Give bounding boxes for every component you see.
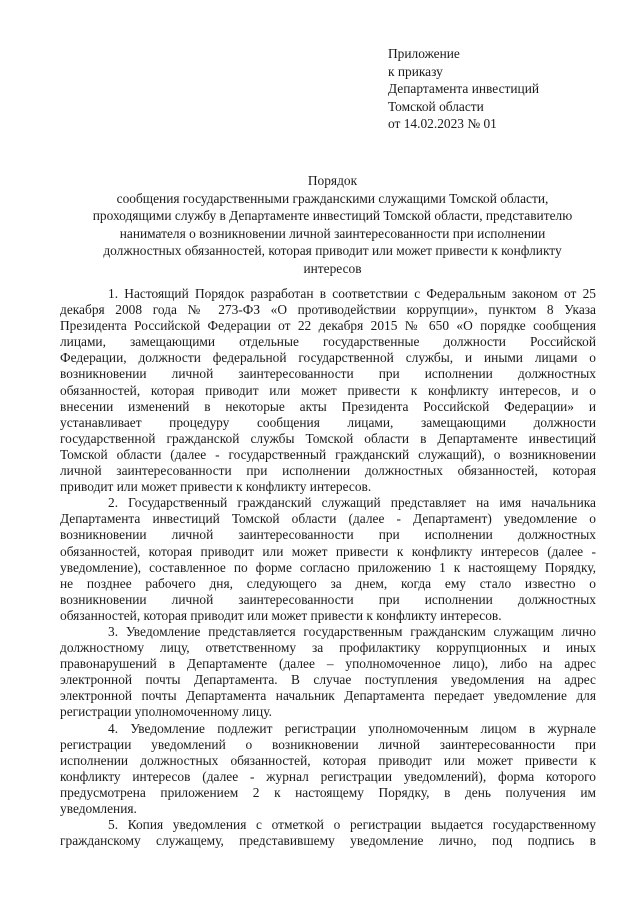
paragraph-line: Департамента инвестиций Томской области (далее - Департамент) уведомление о	[60, 511, 596, 527]
paragraph-line: 1. Настоящий Порядок разработан в соответствии с Федеральным законом от 25	[108, 286, 596, 301]
paragraph-line: 2. Государственный гражданский служащий представляет на имя начальника	[108, 495, 596, 511]
paragraph-line: регистрации уполномоченному лицу.	[60, 704, 272, 720]
paragraph-1	[60, 286, 596, 495]
appendix-date-line: от 14.02.2023 № 01	[388, 116, 497, 131]
title-line: сообщения государственными гражданскими служащими Томской области,	[116, 190, 549, 206]
paragraph-2	[60, 495, 596, 624]
paragraph-line: не позднее рабочего дня, следующего за днем, когда ему стало известно о	[60, 575, 596, 591]
paragraph-line: личной заинтересованности при исполнении должностных обязанностей, которая	[60, 463, 596, 479]
paragraph-line: электронной почты Департамента. В случае поступления уведомления на адрес	[60, 672, 596, 688]
paragraph-line: возникновении личной заинтересованности при исполнении должностных	[60, 527, 596, 543]
paragraph-line: должностному лицу, ответственному за профилактику коррупционных и иных	[60, 640, 596, 656]
paragraph-line: возникновении личной заинтересованности при исполнении должностных	[60, 591, 596, 607]
paragraph-line: внесении изменений в некоторые акты Президента Российской Федерации» и	[60, 398, 596, 414]
paragraph-line: предусмотрена приложением 2 к настоящему Порядку, в день получения им	[60, 784, 596, 800]
appendix-block	[388, 45, 539, 133]
paragraph-line: обязанностей, которая приводит или может привести к конфликту интересов, и о	[60, 382, 596, 398]
paragraph-line: возникновении личной заинтересованности при исполнении должностных	[60, 366, 596, 382]
appendix-line: Томской области	[388, 98, 484, 114]
paragraph-line: регистрации уведомлений о возникновении личной заинтересованности при	[60, 736, 596, 752]
paragraph-line: правонарушений в Департаменте (далее – уполномоченное лицо), либо на адрес	[60, 656, 596, 672]
paragraph-line: государственной гражданской службы Томской области в Департаменте инвестиций	[60, 430, 596, 446]
paragraph-line: уведомление), составленное по форме согласно приложению 1 к настоящему Порядку,	[60, 559, 596, 575]
paragraph-line: Президента Российской Федерации от 22 декабря 2015 № 650 «О порядке сообщения	[60, 318, 596, 334]
paragraph-5	[60, 817, 596, 849]
paragraph-line: 4. Уведомление подлежит регистрации уполномоченным лицом в журнале	[108, 720, 596, 736]
title-line: нанимателя о возникновении личной заинтересованности при исполнении	[119, 225, 546, 241]
paragraph-line: Томской области (далее - государственный гражданский служащий), о возникновении	[60, 446, 596, 462]
paragraph-line: 5. Копия уведомления с отметкой о регистрации выдается государственному	[108, 817, 596, 833]
title-line: должностных обязанностей, которая приводит или может привести к конфликту	[103, 243, 562, 258]
paragraph-line: обязанностей, которая приводит или может привести к конфликту интересов.	[60, 607, 502, 623]
paragraph-line: конфликту интересов (далее - журнал регистрации уведомлений), форма которого	[60, 768, 596, 784]
paragraph-4	[60, 721, 596, 818]
paragraph-line: уведомления.	[60, 801, 137, 816]
appendix-line: Департамента инвестиций	[388, 81, 540, 96]
paragraph-3	[60, 624, 596, 721]
paragraph-line: электронной почты Департамента начальник Департамента передает уведомление для	[60, 688, 596, 704]
paragraph-line: 3. Уведомление представляется государственным гражданским служащим лично	[108, 623, 596, 639]
appendix-line: к приказу	[388, 63, 443, 79]
paragraph-line: гражданскому служащему, представившему уведомление лично, под подпись в	[60, 833, 596, 849]
title-heading: Порядок	[307, 173, 358, 188]
document-title	[70, 172, 595, 277]
paragraph-line: устанавливает процедуру сообщения лицами, замещающими должности	[60, 414, 596, 430]
paragraph-line: обязанностей, которая приводит или может привести к конфликту интересов (далее -	[60, 543, 596, 559]
paragraph-line: лицами, замещающими отдельные государственные должности Российской	[60, 334, 596, 350]
paragraph-line: приводит или может привести к конфликту интересов.	[60, 479, 372, 495]
paragraph-line: Федерации, должности федеральной государственной службы, и иными лицами о	[60, 350, 596, 366]
title-line: интересов	[303, 260, 362, 276]
appendix-line: Приложение	[388, 46, 460, 61]
paragraph-line: декабря 2008 года № 273-ФЗ «О противодействии коррупции», пунктом 8 Указа	[60, 302, 596, 318]
document-body	[60, 286, 596, 849]
paragraph-line: исполнении должностных обязанностей, которая приводит или может привести к	[60, 752, 596, 768]
title-line: проходящими службу в Департаменте инвестиций Томской области, представителю	[92, 208, 573, 223]
